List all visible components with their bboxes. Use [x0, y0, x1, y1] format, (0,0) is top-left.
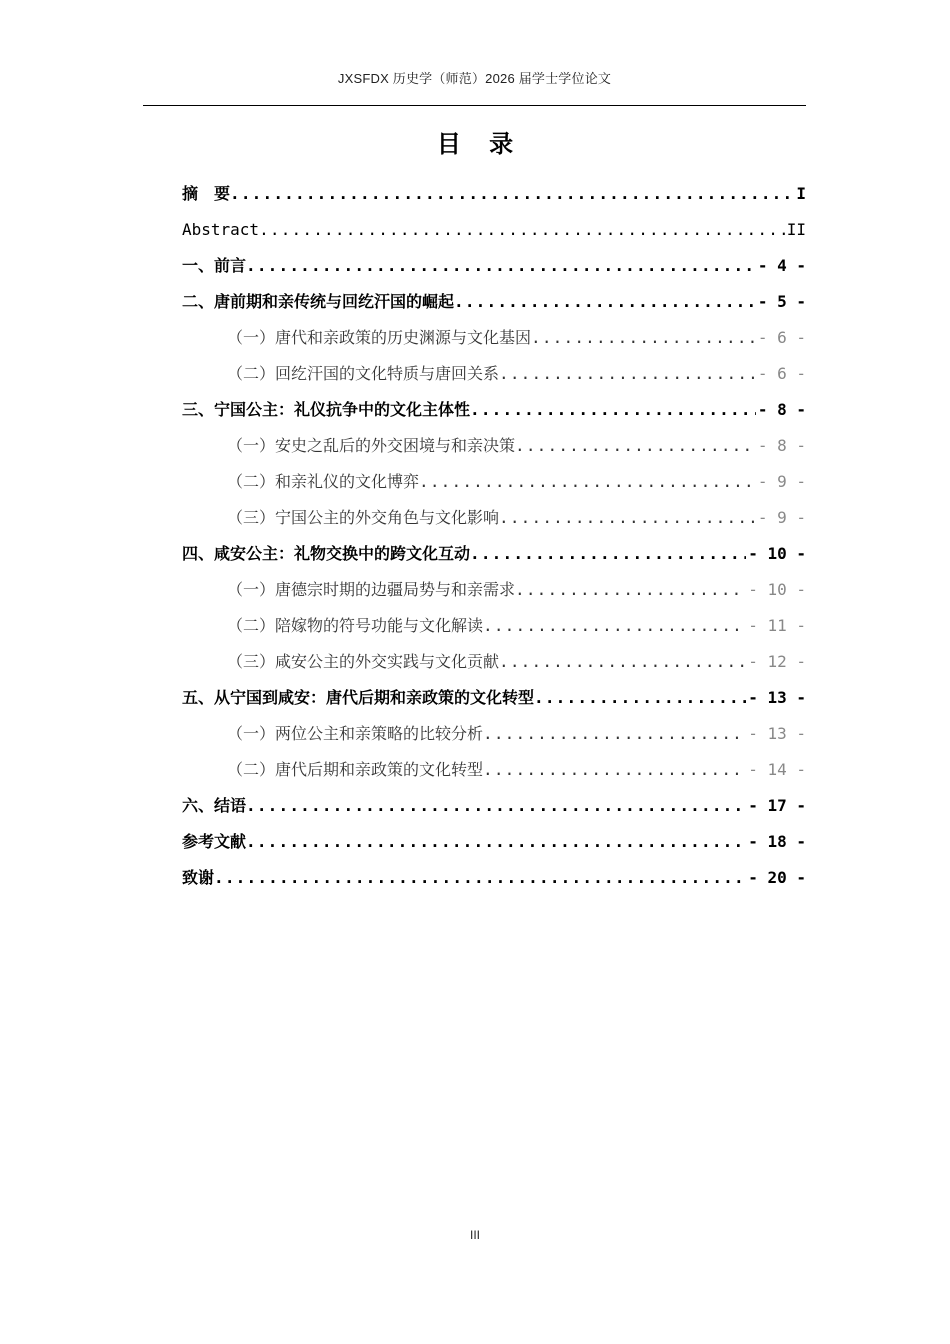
toc-leader-dots — [246, 248, 756, 284]
toc-entry-references[interactable] — [182, 824, 806, 860]
toc-leader-dots — [246, 788, 746, 824]
page-number-footer: III — [469, 1228, 480, 1242]
toc-leader-dots — [419, 464, 756, 500]
toc-leader-dots — [483, 752, 746, 788]
toc-leader-dots — [483, 716, 746, 752]
toc-entry-label: 五、从宁国到咸安：唐代后期和亲政策的文化转型 — [182, 688, 535, 707]
toc-entry-section-2-2[interactable] — [182, 356, 806, 392]
toc-entry-label: （二）和亲礼仪的文化博弈 — [227, 472, 420, 491]
toc-entry-page: - 18 - — [748, 832, 806, 851]
toc-entry-page: - 13 - — [748, 688, 806, 707]
toc-leader-dots — [470, 536, 746, 572]
toc-entry-chapter-6[interactable] — [182, 788, 806, 824]
toc-entry-section-5-1[interactable] — [182, 716, 806, 752]
toc-entry-label: （二）唐代后期和亲政策的文化转型 — [227, 760, 484, 779]
toc-leader-dots — [515, 428, 756, 464]
toc-entry-label: （三）宁国公主的外交角色与文化影响 — [227, 508, 500, 527]
toc-leader-dots — [499, 356, 756, 392]
toc-entry-label: （三）咸安公主的外交实践与文化贡献 — [227, 652, 500, 671]
toc-entry-page: - 4 - — [757, 256, 806, 275]
toc-entry-page: - 11 - — [748, 616, 806, 635]
toc-entry-label: Abstract — [182, 220, 260, 239]
toc-entry-page: - 12 - — [748, 652, 806, 671]
toc-entry-label: 六、结语 — [182, 796, 247, 815]
toc-entry-abstract-cn[interactable] — [182, 176, 806, 212]
toc-entry-section-4-1[interactable] — [182, 572, 806, 608]
toc-leader-dots — [499, 500, 756, 536]
toc-entry-label: 致谢 — [182, 868, 215, 887]
toc-entry-page: - 8 - — [757, 436, 806, 455]
toc-entry-section-3-2[interactable] — [182, 464, 806, 500]
toc-leader-dots — [230, 176, 794, 212]
toc-entry-chapter-2[interactable] — [182, 284, 806, 320]
toc-entry-chapter-4[interactable] — [182, 536, 806, 572]
toc-leader-dots — [470, 392, 756, 428]
toc-entry-page: - 14 - — [748, 760, 806, 779]
toc-entry-page: - 10 - — [748, 544, 806, 563]
toc-leader-dots — [246, 824, 746, 860]
toc-title: 目 录 — [436, 130, 524, 158]
toc-entry-page: - 6 - — [757, 364, 806, 383]
header-rule — [143, 105, 806, 106]
toc-entry-chapter-5[interactable] — [182, 680, 806, 716]
toc-entry-label: 四、咸安公主：礼物交换中的跨文化互动 — [182, 544, 471, 563]
toc-entry-label: 摘 要 — [182, 184, 231, 203]
table-of-contents — [182, 176, 806, 896]
toc-leader-dots — [499, 644, 746, 680]
toc-entry-label: 三、宁国公主：礼仪抗争中的文化主体性 — [182, 400, 471, 419]
toc-entry-label: （二）陪嫁物的符号功能与文化解读 — [227, 616, 484, 635]
toc-leader-dots — [515, 572, 746, 608]
toc-entry-page: - 17 - — [748, 796, 806, 815]
toc-entry-acknowledgements[interactable] — [182, 860, 806, 896]
toc-entry-label: 一、前言 — [182, 256, 247, 275]
toc-entry-page: - 5 - — [757, 292, 806, 311]
toc-entry-label: （一）两位公主和亲策略的比较分析 — [227, 724, 484, 743]
toc-entry-chapter-1[interactable] — [182, 248, 806, 284]
toc-entry-section-4-3[interactable] — [182, 644, 806, 680]
toc-entry-page: - 9 - — [757, 472, 806, 491]
toc-entry-label: 二、唐前期和亲传统与回纥汗国的崛起 — [182, 292, 455, 311]
toc-entry-section-2-1[interactable] — [182, 320, 806, 356]
toc-entry-section-4-2[interactable] — [182, 608, 806, 644]
toc-entry-page: - 10 - — [748, 580, 806, 599]
toc-leader-dots — [214, 860, 746, 896]
toc-entry-section-3-3[interactable] — [182, 500, 806, 536]
toc-entry-page: - 20 - — [748, 868, 806, 887]
toc-leader-dots — [534, 680, 746, 716]
toc-entry-page: I — [796, 184, 806, 203]
toc-entry-page: - 9 - — [757, 508, 806, 527]
toc-entry-label: （一）唐德宗时期的边疆局势与和亲需求 — [227, 580, 516, 599]
toc-entry-abstract-en[interactable] — [182, 212, 806, 248]
toc-entry-label: 参考文献 — [182, 832, 247, 851]
toc-leader-dots — [259, 212, 785, 248]
toc-entry-page: - 13 - — [748, 724, 806, 743]
toc-leader-dots — [454, 284, 756, 320]
toc-entry-chapter-3[interactable] — [182, 392, 806, 428]
toc-leader-dots — [483, 608, 746, 644]
toc-entry-section-3-1[interactable] — [182, 428, 806, 464]
toc-entry-page: II — [786, 220, 806, 239]
running-header: JXSFDX 历史学（师范）2026 届学士学位论文 — [337, 71, 612, 86]
toc-entry-page: - 8 - — [757, 400, 806, 419]
toc-entry-section-5-2[interactable] — [182, 752, 806, 788]
toc-entry-page: - 6 - — [757, 328, 806, 347]
toc-entry-label: （一）唐代和亲政策的历史渊源与文化基因 — [227, 328, 532, 347]
toc-entry-label: （一）安史之乱后的外交困境与和亲决策 — [227, 436, 516, 455]
toc-entry-label: （二）回纥汗国的文化特质与唐回关系 — [227, 364, 500, 383]
toc-leader-dots — [531, 320, 756, 356]
